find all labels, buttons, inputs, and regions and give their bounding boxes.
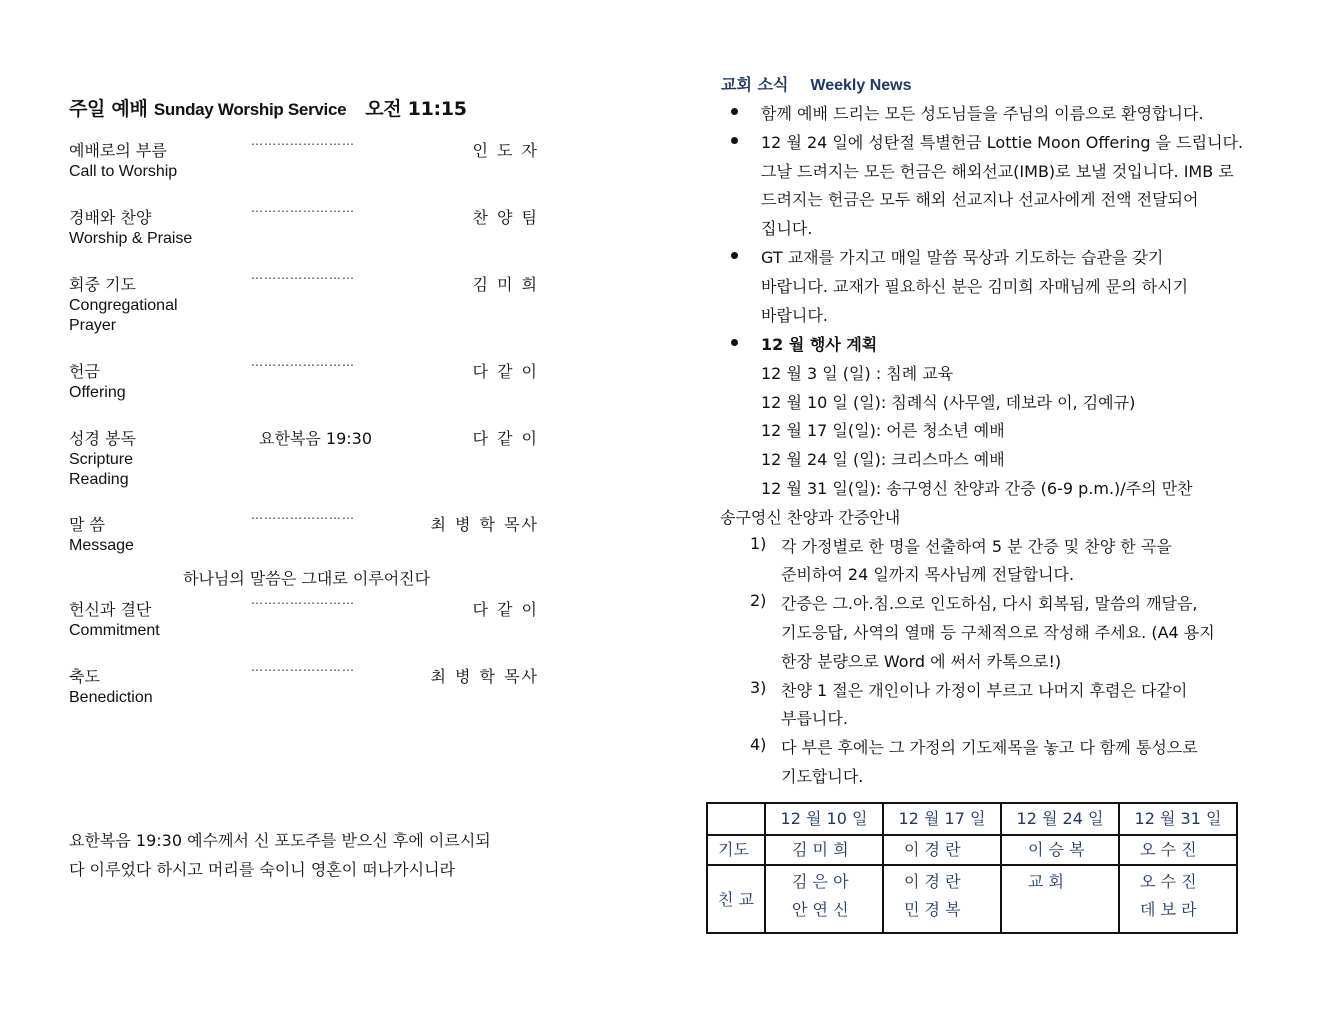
- worship-time: 오전 11:15: [365, 98, 467, 120]
- event-item: 12 월 17 일(일): 어른 청소년 예배: [761, 421, 1005, 440]
- order-ko: 회중 기도: [69, 275, 136, 294]
- cell-name: 민 경 복: [904, 900, 961, 919]
- event-item: 12 월 10 일 (일): 침례식 (사무엘, 데보라 이, 김예규): [761, 393, 1136, 412]
- news-gt-line: 바랍니다. 교재가 필요하신 분은 김미희 자매님께 문의 하시기: [761, 277, 1189, 296]
- order-ko: 성경 봉독: [69, 429, 136, 448]
- event-item: 12 월 31 일(일): 송구영신 찬양과 간증 (6-9 p.m.)/주의 만찬: [761, 479, 1193, 498]
- table-header-cell: 12 월 24 일: [1001, 803, 1119, 835]
- table-header-cell: [707, 803, 765, 835]
- bullet-icon: [731, 252, 738, 259]
- news-title: [721, 72, 912, 95]
- guide-line: 부릅니다.: [781, 709, 848, 728]
- news-title-ko: 교회 소식: [721, 75, 789, 94]
- worship-title: [69, 94, 467, 121]
- order-leader: 찬 양 팀: [472, 208, 539, 227]
- news-title-en: Weekly News: [810, 77, 912, 94]
- order-en: Offering: [69, 384, 126, 401]
- order-ko: 예배로의 부름: [69, 141, 167, 160]
- row-label: 친 교: [707, 865, 765, 933]
- guide-number: 3): [750, 678, 767, 697]
- guide-line: 각 가정별로 한 명을 선출하여 5 분 간증 및 찬양 한 곡을: [781, 537, 1172, 556]
- cell-name: 김 은 아: [792, 872, 849, 891]
- dot-leader: ……………………: [251, 268, 355, 282]
- order-en: Message: [69, 537, 134, 554]
- row-label: 기도: [707, 835, 765, 865]
- dot-leader: ……………………: [251, 593, 355, 607]
- order-leader: 인 도 자: [472, 141, 539, 160]
- table-header-cell: 12 월 10 일: [765, 803, 883, 835]
- table-cell: [883, 865, 1001, 933]
- order-leader: 최 병 학 목사: [430, 515, 539, 534]
- dot-leader: ……………………: [251, 355, 355, 369]
- verse-line: 요한복음 19:30 예수께서 신 포도주를 받으신 후에 이르시되: [69, 831, 491, 850]
- order-en: Congregational Prayer: [69, 297, 178, 334]
- cell-name: 이 경 란: [904, 872, 961, 891]
- guide-number: 2): [750, 591, 767, 610]
- guide-title: 송구영신 찬양과 간증안내: [720, 508, 901, 527]
- table-row-fellowship: [707, 865, 1237, 933]
- dot-leader: ……………………: [251, 201, 355, 215]
- bullet-icon: [731, 137, 738, 144]
- news-offering-line: 12 월 24 일에 성탄절 특별헌금 Lottie Moon Offering 을 드립니다.: [761, 133, 1244, 152]
- dot-leader: ……………………: [251, 134, 355, 148]
- order-ko: 말 씀: [69, 515, 105, 534]
- dot-leader: ……………………: [251, 660, 355, 674]
- order-leader: 다 같 이: [472, 600, 539, 619]
- order-en: Call to Worship: [69, 163, 178, 180]
- table-cell: [1119, 865, 1237, 933]
- news-offering-line: 그날 드려지는 모든 헌금은 해외선교(IMB)로 보낼 것입니다. IMB 로: [761, 162, 1234, 181]
- news-welcome: 함께 예배 드리는 모든 성도님들을 주님의 이름으로 환영합니다.: [761, 104, 1204, 123]
- table-cell: 이 승 복: [1001, 835, 1119, 865]
- dot-leader: ……………………: [251, 508, 355, 522]
- guide-number: 4): [750, 735, 767, 754]
- guide-line: 기도합니다.: [781, 767, 864, 786]
- cell-name: 안 연 신: [792, 900, 849, 919]
- order-ko: 축도: [69, 667, 100, 686]
- events-title: 12 월 행사 계획: [761, 335, 878, 354]
- order-en: Scripture Reading: [69, 451, 134, 488]
- table-header-cell: 12 월 17 일: [883, 803, 1001, 835]
- news-gt-line: 바랍니다.: [761, 306, 828, 325]
- verse-line: 다 이루었다 하시고 머리를 숙이니 영혼이 떠나가시니라: [69, 860, 456, 879]
- table-header-cell: 12 월 31 일: [1119, 803, 1237, 835]
- guide-line: 다 부른 후에는 그 가정의 기도제목을 놓고 다 함께 통성으로: [781, 738, 1198, 757]
- bullet-icon: [731, 108, 738, 115]
- scripture-reference: 요한복음 19:30: [259, 429, 373, 448]
- cell-name: 교 회: [1028, 872, 1064, 891]
- order-ko: 경배와 찬양: [69, 208, 152, 227]
- news-offering-line: 집니다.: [761, 219, 813, 238]
- order-leader: 다 같 이: [472, 429, 539, 448]
- table-cell: 김 미 희: [765, 835, 883, 865]
- order-leader: 다 같 이: [472, 362, 539, 381]
- table-cell: [1001, 865, 1119, 933]
- guide-line: 찬양 1 절은 개인이나 가정이 부르고 나머지 후렴은 다같이: [781, 681, 1188, 700]
- table-header-row: [707, 803, 1237, 835]
- order-leader: 김 미 희: [472, 275, 539, 294]
- guide-line: 한장 분량으로 Word 에 써서 카톡으로!): [781, 652, 1062, 671]
- order-ko: 헌신과 결단: [69, 600, 152, 619]
- order-en: Commitment: [69, 622, 160, 639]
- order-leader: 최 병 학 목사: [430, 667, 539, 686]
- cell-name: 데 보 라: [1140, 900, 1197, 919]
- cell-name: 오 수 진: [1140, 872, 1197, 891]
- order-ko: 헌금: [69, 362, 100, 381]
- table-cell: [765, 865, 883, 933]
- event-item: 12 월 3 일 (일) : 침례 교육: [761, 364, 954, 383]
- order-en: Benediction: [69, 689, 153, 706]
- order-en: Worship & Praise: [69, 230, 193, 247]
- scripture-verse: [69, 826, 491, 884]
- service-schedule-table: [706, 802, 1238, 934]
- event-item: 12 월 24 일 (일): 크리스마스 예배: [761, 450, 1005, 469]
- table-cell: 오 수 진: [1119, 835, 1237, 865]
- worship-title-en: Sunday Worship Service: [153, 100, 347, 119]
- news-gt-line: GT 교재를 가지고 매일 말씀 묵상과 기도하는 습관을 갖기: [761, 248, 1164, 267]
- table-cell: 이 경 란: [883, 835, 1001, 865]
- guide-line: 간증은 그.아.침.으로 인도하심, 다시 회복됨, 말씀의 깨달음,: [781, 594, 1198, 613]
- worship-title-ko: 주일 예배: [69, 98, 148, 120]
- guide-number: 1): [750, 534, 767, 553]
- guide-line: 기도응답, 사역의 열매 등 구체적으로 작성해 주세요. (A4 용지: [781, 623, 1215, 642]
- guide-line: 준비하여 24 일까지 목사님께 전달합니다.: [781, 565, 1075, 584]
- motto: 하나님의 말씀은 그대로 이루어진다: [183, 569, 431, 588]
- bullet-icon: [731, 339, 738, 346]
- table-row-prayer: [707, 835, 1237, 865]
- news-offering-line: 드려지는 헌금은 모두 해외 선교지나 선교사에게 전액 전달되어: [761, 190, 1199, 209]
